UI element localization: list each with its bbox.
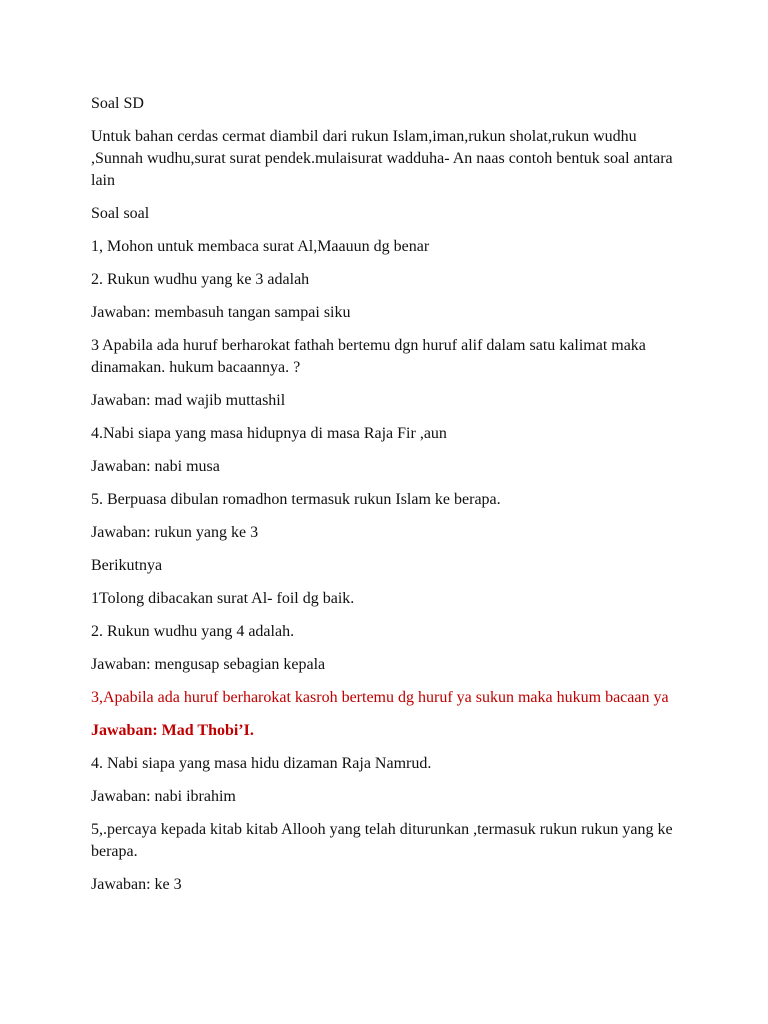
question-line-highlighted: 3,Apabila ada huruf berharokat kasroh bertemu dg huruf ya sukun maka hukum bacaan ya — [91, 689, 669, 706]
question-line: 1Tolong dibacakan surat Al- foil dg baik. — [91, 590, 355, 607]
section-heading-soal: Soal soal — [91, 205, 150, 222]
question-line: 5. Berpuasa dibulan romadhon termasuk rukun Islam ke berapa. — [91, 491, 501, 508]
answer-line: Jawaban: mad wajib muttashil — [91, 392, 286, 409]
question-line: 4. Nabi siapa yang masa hidu dizaman Raja Namrud. — [91, 755, 432, 772]
answer-line: Jawaban: rukun yang ke 3 — [91, 524, 259, 541]
answer-line-highlighted: Jawaban: Mad Thobi’I. — [91, 722, 254, 739]
section-heading-berikutnya: Berikutnya — [91, 557, 163, 574]
question-line: 5,.percaya kepada kitab kitab Allooh yang telah diturunkan ,termasuk rukun rukun yang ke berapa. — [91, 821, 673, 860]
answer-line: Jawaban: ke 3 — [91, 876, 182, 893]
question-line: 3 Apabila ada huruf berharokat fathah bertemu dgn huruf alif dalam satu kalimat maka dinamakan. hukum bacaannya. ? — [91, 337, 646, 376]
answer-line: Jawaban: nabi musa — [91, 458, 220, 475]
question-line: 1, Mohon untuk membaca surat Al,Maauun dg benar — [91, 238, 430, 255]
question-line: 2. Rukun wudhu yang 4 adalah. — [91, 623, 295, 640]
question-line: 2. Rukun wudhu yang ke 3 adalah — [91, 271, 310, 288]
intro-paragraph: Untuk bahan cerdas cermat diambil dari rukun Islam,iman,rukun sholat,rukun wudhu ,Sunnah wudhu,surat surat pendek.mulaisurat wadduha- An naas contoh bentuk soal antara lain — [91, 128, 673, 189]
question-line: 4.Nabi siapa yang masa hidupnya di masa Raja Fir ,aun — [91, 425, 447, 442]
answer-line: Jawaban: mengusap sebagian kepala — [91, 656, 326, 673]
answer-line: Jawaban: nabi ibrahim — [91, 788, 236, 805]
document-title: Soal SD — [91, 95, 144, 112]
document-body — [91, 93, 691, 907]
answer-line: Jawaban: membasuh tangan sampai siku — [91, 304, 351, 321]
